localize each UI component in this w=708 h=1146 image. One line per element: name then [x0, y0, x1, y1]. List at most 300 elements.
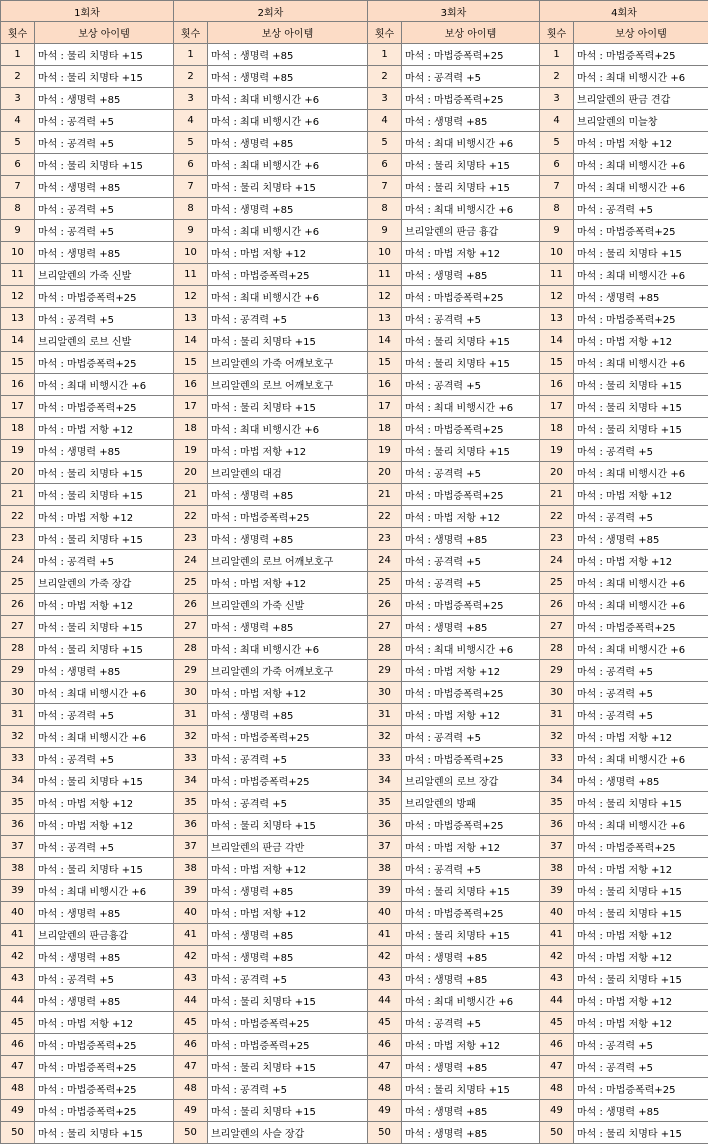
reward-item: 마석 : 생명력 +85 — [35, 176, 174, 198]
reward-item: 마석 : 마법증폭력+25 — [208, 506, 368, 528]
attempt-number: 15 — [174, 352, 208, 374]
reward-item: 마석 : 공격력 +5 — [574, 682, 708, 704]
reward-item: 마석 : 마법증폭력+25 — [402, 682, 540, 704]
attempt-number: 39 — [540, 880, 574, 902]
reward-item: 마석 : 생명력 +85 — [208, 616, 368, 638]
attempt-number: 45 — [540, 1012, 574, 1034]
table-row — [1, 770, 708, 792]
reward-item: 마석 : 물리 치명타 +15 — [35, 616, 174, 638]
round-title: 1회차 — [1, 1, 174, 22]
attempt-number: 10 — [174, 242, 208, 264]
attempt-number: 23 — [540, 528, 574, 550]
reward-item: 마석 : 최대 비행시간 +6 — [402, 990, 540, 1012]
item-header: 보상 아이템 — [35, 22, 174, 44]
table-row — [1, 308, 708, 330]
attempt-number: 36 — [540, 814, 574, 836]
attempt-number: 22 — [174, 506, 208, 528]
attempt-number: 24 — [540, 550, 574, 572]
reward-item: 마석 : 생명력 +85 — [402, 1056, 540, 1078]
table-row — [1, 198, 708, 220]
reward-item: 마석 : 마법증폭력+25 — [402, 88, 540, 110]
reward-item: 마석 : 마법 저항 +12 — [574, 550, 708, 572]
reward-item: 마석 : 물리 치명타 +15 — [402, 352, 540, 374]
reward-item: 마석 : 물리 치명타 +15 — [402, 924, 540, 946]
reward-item: 마석 : 물리 치명타 +15 — [35, 638, 174, 660]
reward-item: 마석 : 최대 비행시간 +6 — [574, 638, 708, 660]
attempt-number: 28 — [368, 638, 402, 660]
reward-item: 마석 : 물리 치명타 +15 — [574, 1122, 708, 1144]
reward-item: 브리알렌의 가죽 신발 — [208, 594, 368, 616]
reward-item: 마석 : 마법 저항 +12 — [208, 242, 368, 264]
reward-item: 마석 : 생명력 +85 — [574, 770, 708, 792]
table-row — [1, 968, 708, 990]
attempt-number: 14 — [1, 330, 35, 352]
reward-item: 마석 : 공격력 +5 — [574, 704, 708, 726]
reward-item: 마석 : 물리 치명타 +15 — [35, 528, 174, 550]
reward-item: 마석 : 마법 저항 +12 — [35, 792, 174, 814]
attempt-number: 31 — [368, 704, 402, 726]
reward-item: 마석 : 공격력 +5 — [208, 1078, 368, 1100]
table-row — [1, 880, 708, 902]
attempt-number: 50 — [174, 1122, 208, 1144]
attempt-number: 14 — [368, 330, 402, 352]
attempt-number: 25 — [540, 572, 574, 594]
table-row — [1, 396, 708, 418]
attempt-number: 37 — [1, 836, 35, 858]
attempt-number: 36 — [174, 814, 208, 836]
table-row — [1, 572, 708, 594]
reward-item: 마석 : 최대 비행시간 +6 — [35, 682, 174, 704]
reward-item: 마석 : 최대 비행시간 +6 — [35, 374, 174, 396]
attempt-number: 3 — [540, 88, 574, 110]
reward-item: 마석 : 생명력 +85 — [35, 242, 174, 264]
attempt-number: 22 — [1, 506, 35, 528]
table-row — [1, 550, 708, 572]
attempt-number: 29 — [174, 660, 208, 682]
attempt-number: 9 — [540, 220, 574, 242]
table-row — [1, 110, 708, 132]
reward-item: 마석 : 마법 저항 +12 — [574, 858, 708, 880]
attempt-number: 19 — [1, 440, 35, 462]
reward-item: 마석 : 공격력 +5 — [35, 220, 174, 242]
reward-item: 마석 : 공격력 +5 — [35, 550, 174, 572]
reward-item: 브리알렌의 가죽 장갑 — [35, 572, 174, 594]
attempt-number: 14 — [540, 330, 574, 352]
attempt-number: 9 — [1, 220, 35, 242]
reward-item: 마석 : 물리 치명타 +15 — [208, 990, 368, 1012]
attempt-number: 8 — [368, 198, 402, 220]
reward-item: 마석 : 최대 비행시간 +6 — [402, 198, 540, 220]
attempt-number: 7 — [368, 176, 402, 198]
attempt-number: 41 — [540, 924, 574, 946]
reward-item: 마석 : 최대 비행시간 +6 — [208, 638, 368, 660]
attempt-number: 34 — [368, 770, 402, 792]
attempt-number: 30 — [174, 682, 208, 704]
attempt-number: 8 — [540, 198, 574, 220]
attempt-number: 48 — [174, 1078, 208, 1100]
reward-item: 마석 : 최대 비행시간 +6 — [208, 220, 368, 242]
table-row — [1, 924, 708, 946]
reward-item: 마석 : 물리 치명타 +15 — [402, 330, 540, 352]
reward-item: 마석 : 마법 저항 +12 — [208, 440, 368, 462]
attempt-number: 27 — [1, 616, 35, 638]
attempt-number: 31 — [1, 704, 35, 726]
reward-item: 마석 : 공격력 +5 — [402, 726, 540, 748]
attempt-number: 44 — [1, 990, 35, 1012]
reward-item: 마석 : 생명력 +85 — [574, 1100, 708, 1122]
attempt-number: 6 — [540, 154, 574, 176]
attempt-number: 22 — [368, 506, 402, 528]
table-row — [1, 352, 708, 374]
table-row — [1, 1078, 708, 1100]
reward-item: 마석 : 물리 치명타 +15 — [35, 1122, 174, 1144]
reward-item: 마석 : 공격력 +5 — [574, 198, 708, 220]
reward-item: 마석 : 생명력 +85 — [35, 946, 174, 968]
reward-item: 마석 : 물리 치명타 +15 — [574, 902, 708, 924]
reward-item: 마석 : 마법증폭력+25 — [208, 770, 368, 792]
attempt-number: 21 — [174, 484, 208, 506]
attempt-number: 2 — [1, 66, 35, 88]
reward-item: 마석 : 공격력 +5 — [402, 572, 540, 594]
attempt-number: 43 — [368, 968, 402, 990]
reward-item: 마석 : 마법증폭력+25 — [402, 814, 540, 836]
reward-item: 마석 : 공격력 +5 — [402, 550, 540, 572]
attempt-number: 42 — [368, 946, 402, 968]
reward-item: 마석 : 최대 비행시간 +6 — [574, 264, 708, 286]
attempt-number: 29 — [368, 660, 402, 682]
reward-item: 마석 : 최대 비행시간 +6 — [402, 396, 540, 418]
reward-item: 마석 : 생명력 +85 — [402, 946, 540, 968]
reward-item: 마석 : 마법증폭력+25 — [208, 726, 368, 748]
attempt-number: 33 — [1, 748, 35, 770]
reward-item: 마석 : 물리 치명타 +15 — [35, 44, 174, 66]
reward-item: 마석 : 마법 저항 +12 — [208, 858, 368, 880]
reward-item: 마석 : 생명력 +85 — [402, 264, 540, 286]
attempt-number: 47 — [174, 1056, 208, 1078]
reward-item: 마석 : 최대 비행시간 +6 — [208, 418, 368, 440]
attempt-number: 20 — [174, 462, 208, 484]
attempt-number: 15 — [1, 352, 35, 374]
table-row — [1, 132, 708, 154]
item-header: 보상 아이템 — [574, 22, 708, 44]
reward-item: 마석 : 마법증폭력+25 — [35, 1078, 174, 1100]
table-row — [1, 814, 708, 836]
attempt-number: 21 — [368, 484, 402, 506]
reward-item: 마석 : 마법증폭력+25 — [208, 1034, 368, 1056]
table-row — [1, 792, 708, 814]
reward-item: 마석 : 공격력 +5 — [574, 1056, 708, 1078]
attempt-number: 6 — [174, 154, 208, 176]
table-row — [1, 660, 708, 682]
attempt-number: 29 — [1, 660, 35, 682]
attempt-number: 38 — [368, 858, 402, 880]
attempt-number: 35 — [174, 792, 208, 814]
reward-item: 마석 : 공격력 +5 — [402, 858, 540, 880]
attempt-number: 42 — [174, 946, 208, 968]
reward-item: 마석 : 물리 치명타 +15 — [208, 330, 368, 352]
attempt-number: 36 — [368, 814, 402, 836]
reward-item: 브리알렌의 로브 어깨보호구 — [208, 374, 368, 396]
attempt-number: 24 — [1, 550, 35, 572]
reward-item: 마석 : 최대 비행시간 +6 — [402, 132, 540, 154]
reward-item: 마석 : 마법 저항 +12 — [402, 242, 540, 264]
attempt-number: 21 — [1, 484, 35, 506]
reward-item: 마석 : 공격력 +5 — [35, 968, 174, 990]
table-row — [1, 616, 708, 638]
attempt-number: 1 — [174, 44, 208, 66]
attempt-number: 50 — [1, 1122, 35, 1144]
reward-item: 브리알렌의 로브 어깨보호구 — [208, 550, 368, 572]
attempt-number: 23 — [1, 528, 35, 550]
attempt-number: 25 — [174, 572, 208, 594]
attempt-number: 29 — [540, 660, 574, 682]
reward-item: 마석 : 물리 치명타 +15 — [574, 968, 708, 990]
attempt-number: 11 — [174, 264, 208, 286]
reward-item: 마석 : 생명력 +85 — [35, 990, 174, 1012]
attempt-number: 45 — [368, 1012, 402, 1034]
attempt-number: 19 — [368, 440, 402, 462]
reward-item: 마석 : 공격력 +5 — [35, 836, 174, 858]
attempt-number: 12 — [174, 286, 208, 308]
attempt-number: 49 — [540, 1100, 574, 1122]
attempt-number: 30 — [368, 682, 402, 704]
reward-item: 브리알렌의 판금 흉갑 — [402, 220, 540, 242]
reward-item: 브리알렌의 방패 — [402, 792, 540, 814]
attempt-number: 8 — [1, 198, 35, 220]
reward-item: 마석 : 마법 저항 +12 — [402, 704, 540, 726]
reward-item: 마석 : 마법증폭력+25 — [402, 594, 540, 616]
attempt-number: 4 — [174, 110, 208, 132]
attempt-number: 41 — [368, 924, 402, 946]
attempt-number: 45 — [174, 1012, 208, 1034]
attempt-number: 15 — [368, 352, 402, 374]
attempt-number: 41 — [174, 924, 208, 946]
attempt-number: 24 — [368, 550, 402, 572]
reward-item: 마석 : 생명력 +85 — [208, 66, 368, 88]
attempt-number: 49 — [1, 1100, 35, 1122]
table-row — [1, 264, 708, 286]
attempt-number: 32 — [174, 726, 208, 748]
reward-item: 마석 : 마법 저항 +12 — [208, 682, 368, 704]
attempt-number: 37 — [174, 836, 208, 858]
reward-item: 브리알렌의 판금흉갑 — [35, 924, 174, 946]
reward-item: 마석 : 최대 비행시간 +6 — [574, 352, 708, 374]
attempt-number: 46 — [1, 1034, 35, 1056]
table-row — [1, 44, 708, 66]
table-row — [1, 748, 708, 770]
table-row — [1, 1012, 708, 1034]
table-row — [1, 154, 708, 176]
reward-item: 마석 : 생명력 +85 — [35, 88, 174, 110]
reward-item: 마석 : 물리 치명타 +15 — [402, 154, 540, 176]
count-header: 횟수 — [540, 22, 574, 44]
reward-item: 브리알렌의 로브 장갑 — [402, 770, 540, 792]
table-row — [1, 176, 708, 198]
reward-item: 마석 : 물리 치명타 +15 — [574, 792, 708, 814]
reward-item: 마석 : 마법증폭력+25 — [402, 748, 540, 770]
attempt-number: 5 — [174, 132, 208, 154]
reward-item: 마석 : 공격력 +5 — [402, 374, 540, 396]
reward-item: 마석 : 생명력 +85 — [208, 132, 368, 154]
reward-item: 브리알렌의 판금 각반 — [208, 836, 368, 858]
reward-item: 마석 : 공격력 +5 — [402, 462, 540, 484]
round-title: 4회차 — [540, 1, 708, 22]
attempt-number: 1 — [1, 44, 35, 66]
attempt-number: 42 — [540, 946, 574, 968]
reward-item: 마석 : 생명력 +85 — [402, 1100, 540, 1122]
attempt-number: 5 — [368, 132, 402, 154]
reward-item: 마석 : 물리 치명타 +15 — [35, 154, 174, 176]
attempt-number: 10 — [540, 242, 574, 264]
attempt-number: 12 — [368, 286, 402, 308]
attempt-number: 40 — [368, 902, 402, 924]
attempt-number: 16 — [1, 374, 35, 396]
reward-item: 마석 : 물리 치명타 +15 — [574, 880, 708, 902]
attempt-number: 23 — [368, 528, 402, 550]
reward-item: 마석 : 공격력 +5 — [574, 440, 708, 462]
reward-item: 마석 : 마법증폭력+25 — [402, 484, 540, 506]
attempt-number: 34 — [1, 770, 35, 792]
round-header-row — [1, 1, 708, 22]
reward-item: 브리알렌의 판금 견갑 — [574, 88, 708, 110]
table-row — [1, 946, 708, 968]
reward-item: 브리알렌의 사슬 장갑 — [208, 1122, 368, 1144]
attempt-number: 2 — [368, 66, 402, 88]
attempt-number: 34 — [174, 770, 208, 792]
reward-item: 마석 : 최대 비행시간 +6 — [574, 462, 708, 484]
reward-item: 마석 : 마법 저항 +12 — [574, 726, 708, 748]
attempt-number: 17 — [368, 396, 402, 418]
reward-item: 마석 : 물리 치명타 +15 — [35, 770, 174, 792]
reward-item: 마석 : 물리 치명타 +15 — [35, 484, 174, 506]
reward-item: 마석 : 최대 비행시간 +6 — [35, 880, 174, 902]
reward-item: 마석 : 생명력 +85 — [35, 440, 174, 462]
reward-item: 마석 : 마법증폭력+25 — [402, 286, 540, 308]
table-row — [1, 374, 708, 396]
attempt-number: 21 — [540, 484, 574, 506]
attempt-number: 50 — [540, 1122, 574, 1144]
reward-item: 마석 : 생명력 +85 — [574, 528, 708, 550]
reward-item: 마석 : 물리 치명타 +15 — [574, 374, 708, 396]
table-row — [1, 506, 708, 528]
attempt-number: 46 — [368, 1034, 402, 1056]
table-row — [1, 594, 708, 616]
attempt-number: 14 — [174, 330, 208, 352]
reward-item: 마석 : 생명력 +85 — [208, 528, 368, 550]
reward-item: 마석 : 공격력 +5 — [574, 1034, 708, 1056]
table-row — [1, 704, 708, 726]
attempt-number: 40 — [174, 902, 208, 924]
attempt-number: 28 — [174, 638, 208, 660]
reward-item: 마석 : 마법증폭력+25 — [35, 1100, 174, 1122]
table-row — [1, 1100, 708, 1122]
attempt-number: 20 — [368, 462, 402, 484]
attempt-number: 13 — [368, 308, 402, 330]
attempt-number: 49 — [174, 1100, 208, 1122]
attempt-number: 26 — [368, 594, 402, 616]
attempt-number: 26 — [540, 594, 574, 616]
count-header: 횟수 — [174, 22, 208, 44]
reward-item: 마석 : 공격력 +5 — [402, 308, 540, 330]
reward-item: 마석 : 마법증폭력+25 — [35, 352, 174, 374]
attempt-number: 13 — [174, 308, 208, 330]
reward-item: 마석 : 마법 저항 +12 — [208, 572, 368, 594]
attempt-number: 17 — [1, 396, 35, 418]
attempt-number: 34 — [540, 770, 574, 792]
table-row — [1, 418, 708, 440]
reward-item: 마석 : 물리 치명타 +15 — [35, 462, 174, 484]
reward-item: 브리알렌의 가죽 어깨보호구 — [208, 660, 368, 682]
reward-item: 마석 : 마법 저항 +12 — [574, 484, 708, 506]
reward-item: 마석 : 마법 저항 +12 — [402, 836, 540, 858]
reward-item: 마석 : 마법증폭력+25 — [208, 1012, 368, 1034]
reward-item: 마석 : 마법 저항 +12 — [574, 132, 708, 154]
reward-item: 마석 : 생명력 +85 — [208, 924, 368, 946]
attempt-number: 1 — [540, 44, 574, 66]
attempt-number: 20 — [1, 462, 35, 484]
attempt-number: 2 — [174, 66, 208, 88]
reward-item: 마석 : 최대 비행시간 +6 — [574, 814, 708, 836]
attempt-number: 43 — [1, 968, 35, 990]
reward-item: 마석 : 마법증폭력+25 — [35, 286, 174, 308]
reward-item: 마석 : 마법 저항 +12 — [35, 418, 174, 440]
attempt-number: 42 — [1, 946, 35, 968]
attempt-number: 12 — [1, 286, 35, 308]
attempt-number: 48 — [1, 1078, 35, 1100]
reward-item: 마석 : 마법 저항 +12 — [574, 990, 708, 1012]
attempt-number: 43 — [174, 968, 208, 990]
reward-item: 마석 : 공격력 +5 — [208, 792, 368, 814]
attempt-number: 18 — [368, 418, 402, 440]
reward-item: 마석 : 공격력 +5 — [35, 308, 174, 330]
reward-item: 마석 : 공격력 +5 — [35, 132, 174, 154]
reward-item: 마석 : 마법증폭력+25 — [574, 308, 708, 330]
reward-item: 마석 : 생명력 +85 — [208, 44, 368, 66]
reward-item: 마석 : 생명력 +85 — [208, 704, 368, 726]
reward-item: 마석 : 마법증폭력+25 — [402, 902, 540, 924]
attempt-number: 19 — [174, 440, 208, 462]
attempt-number: 47 — [368, 1056, 402, 1078]
reward-item: 마석 : 공격력 +5 — [35, 748, 174, 770]
reward-item: 마석 : 최대 비행시간 +6 — [574, 594, 708, 616]
attempt-number: 40 — [1, 902, 35, 924]
table-body — [1, 44, 708, 1144]
attempt-number: 13 — [540, 308, 574, 330]
reward-item: 마석 : 최대 비행시간 +6 — [208, 88, 368, 110]
reward-item: 마석 : 마법 저항 +12 — [208, 902, 368, 924]
reward-item: 마석 : 최대 비행시간 +6 — [574, 154, 708, 176]
attempt-number: 27 — [368, 616, 402, 638]
reward-item: 마석 : 마법증폭력+25 — [574, 220, 708, 242]
reward-item: 마석 : 생명력 +85 — [402, 110, 540, 132]
attempt-number: 44 — [368, 990, 402, 1012]
reward-item: 마석 : 마법 저항 +12 — [402, 1034, 540, 1056]
reward-item: 브리알렌의 미늘창 — [574, 110, 708, 132]
attempt-number: 16 — [368, 374, 402, 396]
attempt-number: 44 — [174, 990, 208, 1012]
attempt-number: 28 — [540, 638, 574, 660]
reward-item: 마석 : 물리 치명타 +15 — [574, 418, 708, 440]
attempt-number: 18 — [1, 418, 35, 440]
reward-item: 마석 : 공격력 +5 — [35, 704, 174, 726]
attempt-number: 5 — [540, 132, 574, 154]
attempt-number: 27 — [174, 616, 208, 638]
attempt-number: 5 — [1, 132, 35, 154]
attempt-number: 44 — [540, 990, 574, 1012]
attempt-number: 9 — [174, 220, 208, 242]
attempt-number: 4 — [1, 110, 35, 132]
attempt-number: 26 — [1, 594, 35, 616]
